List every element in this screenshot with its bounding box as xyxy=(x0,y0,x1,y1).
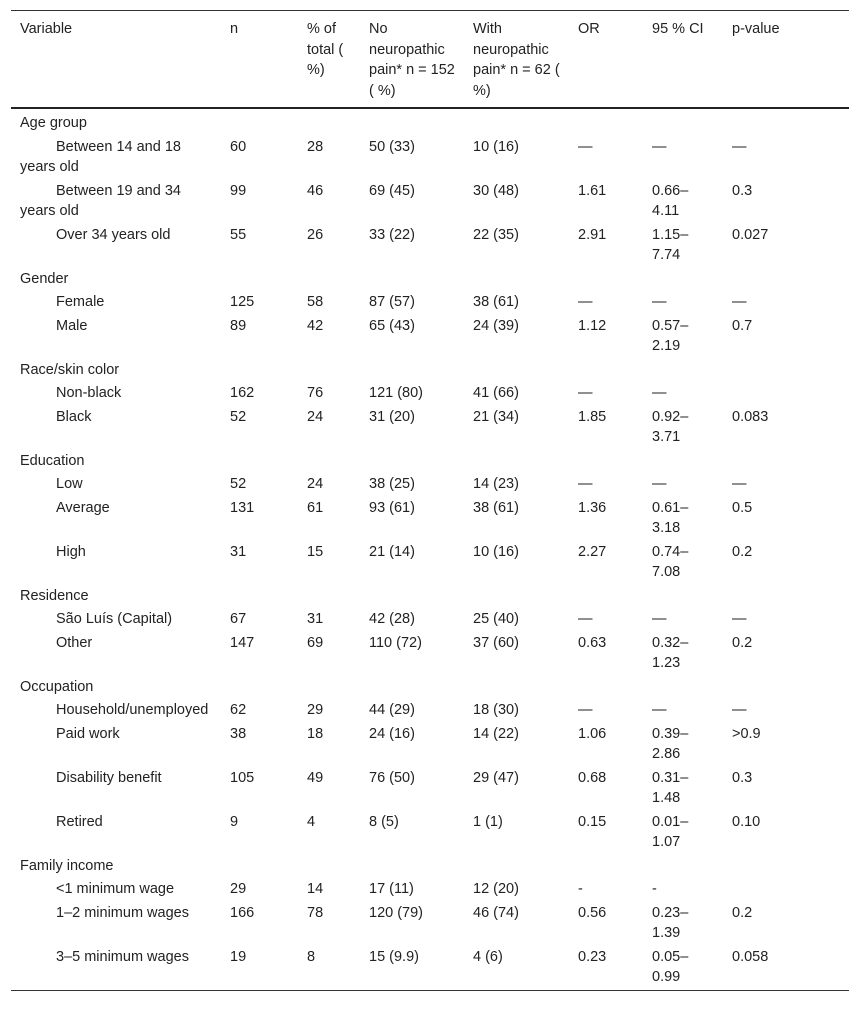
group-row xyxy=(11,676,849,700)
row-label: Between 14 and 18 years old xyxy=(20,138,181,175)
table-cell: — xyxy=(652,294,667,310)
table-cell: — xyxy=(652,385,667,401)
table-cell: 1.06 xyxy=(578,725,607,742)
group-label: Education xyxy=(20,452,85,469)
table-cell: 0.39–2.86 xyxy=(652,725,689,762)
row-label: 3–5 minimum wages xyxy=(56,948,189,965)
table-cell: 8 (5) xyxy=(369,813,399,830)
table-cell: 42 xyxy=(307,317,324,334)
group-label: Race/skin color xyxy=(20,361,120,378)
table-cell: 0.2 xyxy=(732,904,753,921)
table-cell: 1.12 xyxy=(578,317,607,334)
table-cell: 0.68 xyxy=(578,769,607,786)
table-cell: 1.61 xyxy=(578,182,607,199)
table-row xyxy=(11,497,849,541)
table-cell xyxy=(723,878,849,902)
table-cell: 60 xyxy=(230,138,247,155)
table-row xyxy=(11,946,849,991)
row-label: Black xyxy=(56,408,92,425)
table-cell: 15 xyxy=(307,543,324,560)
table-cell: — xyxy=(732,476,747,492)
table-cell: 105 xyxy=(230,769,255,786)
table-cell: 1.85 xyxy=(578,408,607,425)
table-cell: — xyxy=(652,476,667,492)
table-cell: 52 xyxy=(230,476,247,492)
table-cell: 29 xyxy=(230,881,247,897)
row-label: 1–2 minimum wages xyxy=(56,904,189,921)
table-cell: >0.9 xyxy=(732,725,761,742)
table-cell: 14 (23) xyxy=(473,476,519,492)
table-cell: 38 xyxy=(230,725,247,742)
table-cell: 18 (30) xyxy=(473,702,519,718)
table-body xyxy=(11,108,849,990)
table-cell: 4 xyxy=(307,813,316,830)
group-row xyxy=(11,855,849,879)
row-label: Male xyxy=(56,317,88,334)
group-label: Age group xyxy=(20,115,87,131)
table-cell: 0.66–4.11 xyxy=(652,182,689,219)
table-cell: 0.083 xyxy=(732,408,769,425)
row-label: High xyxy=(56,543,86,560)
table-cell: 49 xyxy=(307,769,324,786)
table-cell: 0.15 xyxy=(578,813,607,830)
table-cell: 65 (43) xyxy=(369,317,415,334)
table-cell: 147 xyxy=(230,634,255,651)
table-cell: 44 (29) xyxy=(369,702,415,718)
table-cell: 121 (80) xyxy=(369,385,424,401)
table-cell: — xyxy=(578,611,593,627)
table-cell: 30 (48) xyxy=(473,182,519,199)
row-label: Average xyxy=(56,499,110,516)
table-cell: 28 xyxy=(307,138,324,155)
table-cell: 2.27 xyxy=(578,543,607,560)
row-label: Low xyxy=(56,476,83,492)
table-cell: — xyxy=(578,385,593,401)
table-cell: 25 (40) xyxy=(473,611,519,627)
table-cell: 1.36 xyxy=(578,499,607,516)
table-cell: 76 (50) xyxy=(369,769,415,786)
table-cell: 17 (11) xyxy=(369,881,414,897)
table-cell: 10 (16) xyxy=(473,543,519,560)
table-cell: 0.027 xyxy=(732,226,769,243)
row-label: Between 19 and 34 years old xyxy=(20,182,181,219)
table-cell: 61 xyxy=(307,499,324,516)
table-cell: 0.5 xyxy=(732,499,753,516)
table-cell: 22 (35) xyxy=(473,226,519,243)
table-row xyxy=(11,315,849,359)
row-label: Other xyxy=(56,634,93,651)
column-header: With neuropathic pain* n = 62 ( %) xyxy=(473,21,560,99)
group-label: Occupation xyxy=(20,678,94,695)
table-row xyxy=(11,811,849,855)
table-cell: — xyxy=(578,294,593,310)
row-label: Disability benefit xyxy=(56,769,162,786)
table-cell: 15 (9.9) xyxy=(369,948,419,965)
group-label: Gender xyxy=(20,270,69,287)
table-row xyxy=(11,291,849,315)
table-row xyxy=(11,699,849,723)
table-cell: 0.56 xyxy=(578,904,607,921)
column-header: 95 % CI xyxy=(652,21,704,37)
table-cell: 0.57–2.19 xyxy=(652,317,689,354)
table-cell: — xyxy=(652,702,667,718)
row-label: Paid work xyxy=(56,725,120,742)
table-cell: 33 (22) xyxy=(369,226,415,243)
table-cell: 0.2 xyxy=(732,634,753,651)
column-header: Variable xyxy=(20,21,73,37)
row-label: Over 34 years old xyxy=(56,226,171,243)
table-cell: 162 xyxy=(230,385,255,401)
column-header: OR xyxy=(578,21,600,37)
table-cell xyxy=(723,382,849,406)
table-cell: 0.23 xyxy=(578,948,607,965)
group-label: Family income xyxy=(20,857,114,874)
table-row xyxy=(11,541,849,585)
table-cell: 4 (6) xyxy=(473,948,503,965)
table-cell: 37 (60) xyxy=(473,634,519,651)
table-cell: 0.10 xyxy=(732,813,761,830)
table-cell: 14 xyxy=(307,881,324,897)
table-cell: 131 xyxy=(230,499,255,516)
table-cell: — xyxy=(578,138,593,155)
group-label: Residence xyxy=(20,587,89,604)
table-cell: 1.15–7.74 xyxy=(652,226,689,263)
group-row xyxy=(11,585,849,609)
table-cell: 0.2 xyxy=(732,543,753,560)
table-row xyxy=(11,473,849,497)
table-cell: — xyxy=(732,138,747,155)
table-cell: 50 (33) xyxy=(369,138,415,155)
table-cell: 9 xyxy=(230,813,239,830)
group-row xyxy=(11,108,849,136)
table-cell: 0.3 xyxy=(732,182,753,199)
table-cell: 120 (79) xyxy=(369,904,424,921)
table-cell: 12 (20) xyxy=(473,881,519,897)
table-cell: 0.3 xyxy=(732,769,753,786)
table-row xyxy=(11,180,849,224)
table-cell: 10 (16) xyxy=(473,138,519,155)
table-cell: 0.7 xyxy=(732,317,753,334)
row-label: Retired xyxy=(56,813,103,830)
table-cell: 21 (34) xyxy=(473,408,519,425)
row-label: Female xyxy=(56,294,105,310)
table-cell: — xyxy=(732,611,747,627)
table-container xyxy=(11,10,849,991)
table-row xyxy=(11,136,849,180)
column-header: n xyxy=(230,21,239,37)
table-cell: - xyxy=(578,881,583,897)
table-cell: 0.05–0.99 xyxy=(652,948,689,985)
table-cell: — xyxy=(732,702,747,718)
row-label: <1 minimum wage xyxy=(56,881,175,897)
table-cell: 69 xyxy=(307,634,324,651)
table-cell: 0.23–1.39 xyxy=(652,904,689,941)
table-cell: 26 xyxy=(307,226,324,243)
table-cell: 78 xyxy=(307,904,324,921)
data-table xyxy=(11,10,849,991)
column-header: % of total ( %) xyxy=(307,21,344,78)
table-cell: 89 xyxy=(230,317,247,334)
table-cell: 24 (39) xyxy=(473,317,519,334)
table-cell: 62 xyxy=(230,702,247,718)
table-cell: 2.91 xyxy=(578,226,607,243)
table-cell: — xyxy=(578,476,593,492)
group-row xyxy=(11,450,849,474)
table-cell: 0.74–7.08 xyxy=(652,543,689,580)
table-cell: 166 xyxy=(230,904,255,921)
table-cell: 125 xyxy=(230,294,255,310)
header-row xyxy=(11,11,849,109)
table-cell: 0.61–3.18 xyxy=(652,499,689,536)
table-cell: 76 xyxy=(307,385,324,401)
table-row xyxy=(11,224,849,268)
table-row xyxy=(11,382,849,406)
table-cell: — xyxy=(652,611,667,627)
table-cell: 41 (66) xyxy=(473,385,519,401)
table-cell: 67 xyxy=(230,611,247,627)
group-row xyxy=(11,268,849,292)
table-cell: 38 (61) xyxy=(473,499,519,516)
row-label: Household/unemployed xyxy=(56,702,209,718)
table-row xyxy=(11,902,849,946)
table-cell: 0.63 xyxy=(578,634,607,651)
table-cell: 55 xyxy=(230,226,247,243)
table-cell: — xyxy=(578,702,593,718)
row-label: Non-black xyxy=(56,385,122,401)
table-cell: 0.058 xyxy=(732,948,769,965)
table-cell: 1 (1) xyxy=(473,813,503,830)
table-cell: — xyxy=(732,294,747,310)
table-row xyxy=(11,878,849,902)
table-cell: 8 xyxy=(307,948,316,965)
table-cell: 31 xyxy=(307,611,324,627)
group-row xyxy=(11,359,849,383)
table-cell: 0.01–1.07 xyxy=(652,813,689,850)
table-cell: 29 xyxy=(307,702,324,718)
table-cell: 93 (61) xyxy=(369,499,415,516)
table-cell: 38 (25) xyxy=(369,476,415,492)
table-cell: 0.92–3.71 xyxy=(652,408,689,445)
table-cell: 21 (14) xyxy=(369,543,415,560)
table-row xyxy=(11,406,849,450)
table-row xyxy=(11,767,849,811)
table-cell: 24 xyxy=(307,476,324,492)
table-cell: 31 (20) xyxy=(369,408,415,425)
table-row xyxy=(11,723,849,767)
table-cell: — xyxy=(652,138,667,155)
table-cell: 31 xyxy=(230,543,247,560)
table-row xyxy=(11,632,849,676)
table-cell: 24 (16) xyxy=(369,725,415,742)
column-header: p-value xyxy=(732,21,780,37)
table-cell: 42 (28) xyxy=(369,611,415,627)
table-cell: 58 xyxy=(307,294,324,310)
row-label: São Luís (Capital) xyxy=(56,611,173,627)
table-cell: 52 xyxy=(230,408,247,425)
table-cell: - xyxy=(652,881,657,897)
table-cell: 0.32–1.23 xyxy=(652,634,689,671)
table-cell: 24 xyxy=(307,408,324,425)
table-cell: 46 (74) xyxy=(473,904,519,921)
table-cell: 69 (45) xyxy=(369,182,415,199)
table-cell: 14 (22) xyxy=(473,725,519,742)
table-cell: 46 xyxy=(307,182,324,199)
table-cell: 0.31–1.48 xyxy=(652,769,689,806)
table-cell: 18 xyxy=(307,725,324,742)
table-cell: 110 (72) xyxy=(369,634,422,651)
column-header: No neuropathic pain* n = 152 ( %) xyxy=(369,21,455,99)
table-cell: 99 xyxy=(230,182,247,199)
table-row xyxy=(11,608,849,632)
table-cell: 29 (47) xyxy=(473,769,519,786)
table-header xyxy=(11,11,849,109)
table-cell: 19 xyxy=(230,948,247,965)
table-cell: 38 (61) xyxy=(473,294,519,310)
table-cell: 87 (57) xyxy=(369,294,415,310)
